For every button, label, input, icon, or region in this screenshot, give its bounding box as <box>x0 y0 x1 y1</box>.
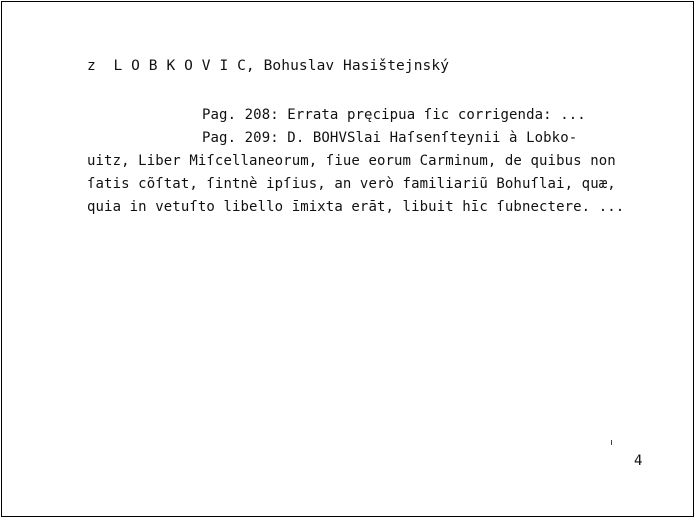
card-heading: z L O B K O V I C, Bohuslav Hasištejnský <box>87 58 450 74</box>
text-line-page-209: Pag. 209: D. BOHVSlai Haſsenſteynii à Lobko- <box>202 130 578 146</box>
scan-mark <box>611 440 612 445</box>
text-line-page-208: Pag. 208: Errata pręcipua ſic corrigenda: ... <box>202 107 586 123</box>
text-line: uitz, Liber Miſcellaneorum, ſiue eorum Carminum, de quibus non <box>87 153 616 169</box>
catalog-card <box>1 1 694 517</box>
text-line: quia in vetuſto libello īmixta erāt, libuit hīc ſubnectere. ... <box>87 199 625 215</box>
page-number: 4 <box>634 453 643 469</box>
text-line: ſatis cõſtat, ſintnè ipſius, an verò familiariũ Bohuſlai, quæ, <box>87 176 616 192</box>
